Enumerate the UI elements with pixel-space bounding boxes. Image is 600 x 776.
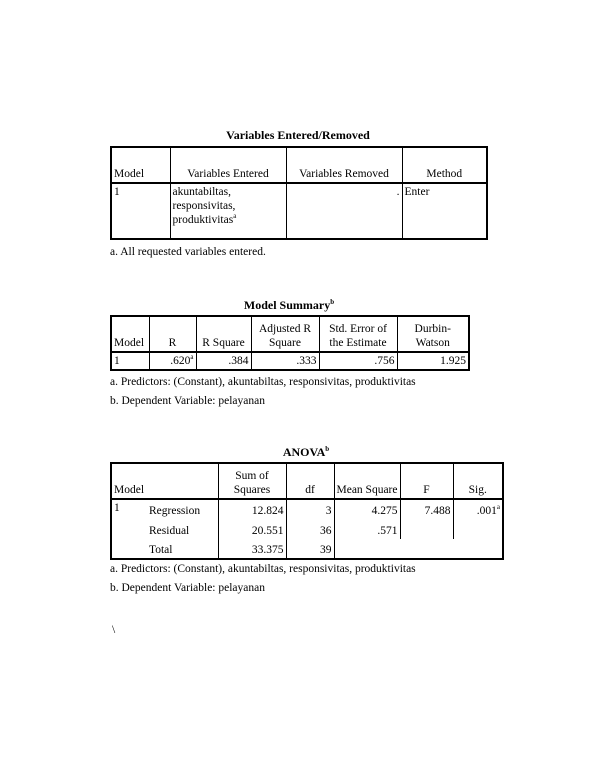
table-header-row xyxy=(111,463,503,499)
cell-r xyxy=(149,352,196,370)
header-r-square: R Square xyxy=(196,316,251,352)
cell-model: 1 xyxy=(111,352,149,370)
model-summary-table xyxy=(110,315,470,371)
table-header-row xyxy=(111,316,469,352)
cell-durbin-watson: 1.925 xyxy=(397,352,469,370)
cell-sum-of-squares: 12.824 xyxy=(218,499,286,519)
header-std-error-line-1: Std. Error of xyxy=(329,323,387,335)
header-method: Method xyxy=(402,147,487,183)
table3-footnote-a: a. Predictors: (Constant), akuntabiltas, responsivitas, produktivitas xyxy=(110,563,416,575)
table-row xyxy=(111,539,503,559)
header-model: Model xyxy=(111,316,149,352)
variables-entered-title: Variables Entered/Removed xyxy=(226,128,370,142)
entered-line-3-text: produktivitas xyxy=(172,214,234,226)
header-durbin-watson xyxy=(397,316,469,352)
cell-model-number: 1 xyxy=(111,499,147,559)
table-header-row xyxy=(111,147,487,183)
entered-line-3 xyxy=(173,213,284,227)
header-variables-entered: Variables Entered xyxy=(170,147,286,183)
header-adjusted-r-square xyxy=(251,316,319,352)
cell-adjusted-r-square: .333 xyxy=(251,352,319,370)
cell-r-value: .620 xyxy=(170,355,191,367)
anova-title-text: ANOVA xyxy=(282,445,326,459)
cell-variables-removed: . xyxy=(286,183,402,239)
table3-footnote-b: b. Dependent Variable: pelayanan xyxy=(110,582,265,594)
header-sig: Sig. xyxy=(453,463,503,499)
header-ss-line-2: Squares xyxy=(233,484,271,496)
stray-backslash: \ xyxy=(112,624,116,636)
footnote-marker: a xyxy=(233,212,237,221)
footnote-marker: a xyxy=(496,503,500,512)
header-f: F xyxy=(400,463,453,499)
cell-method: Enter xyxy=(402,183,487,239)
cell-row-label: Regression xyxy=(147,499,218,519)
table2-footnote-a: a. Predictors: (Constant), akuntabiltas, responsivitas, produktivitas xyxy=(110,376,416,388)
cell-f: 7.488 xyxy=(400,499,453,519)
entered-line-2: responsivitas, xyxy=(172,200,236,212)
header-variables-removed: Variables Removed xyxy=(286,147,402,183)
header-model: Model xyxy=(111,147,170,183)
cell-mean-square: .571 xyxy=(334,519,400,539)
cell-df: 3 xyxy=(286,499,334,519)
cell-mean-square: 4.275 xyxy=(334,499,400,519)
header-mean-square: Mean Square xyxy=(334,463,400,499)
header-df: df xyxy=(286,463,334,499)
cell-sig-empty xyxy=(453,519,503,539)
cell-f-empty xyxy=(400,519,453,539)
model-summary-title xyxy=(110,298,468,313)
variables-entered-table xyxy=(110,146,488,240)
header-model: Model xyxy=(111,463,218,499)
cell-variables-entered xyxy=(170,183,286,239)
table-row xyxy=(111,519,503,539)
header-adjusted-line-1: Adjusted R xyxy=(258,323,312,335)
cell-row-label: Residual xyxy=(147,519,218,539)
anova-table xyxy=(110,462,504,560)
table1-footnote: a. All requested variables entered. xyxy=(110,246,266,258)
title-footnote-marker: b xyxy=(330,298,335,306)
header-adjusted-line-2: Square xyxy=(269,337,301,349)
header-r: R xyxy=(149,316,196,352)
cell-model: 1 xyxy=(111,183,170,239)
cell-mean-square-empty xyxy=(334,539,400,559)
cell-df: 36 xyxy=(286,519,334,539)
model-summary-title-text: Model Summary xyxy=(243,298,331,312)
cell-r-square: .384 xyxy=(196,352,251,370)
header-std-error xyxy=(319,316,397,352)
header-std-error-line-2: the Estimate xyxy=(329,337,387,349)
table-row xyxy=(111,352,469,370)
cell-std-error: .756 xyxy=(319,352,397,370)
anova-title xyxy=(110,445,502,460)
header-durbin-line-2: Watson xyxy=(415,337,450,349)
footnote-marker: a xyxy=(190,353,194,362)
cell-f-empty xyxy=(400,539,453,559)
cell-sum-of-squares: 20.551 xyxy=(218,519,286,539)
cell-df: 39 xyxy=(286,539,334,559)
header-sum-of-squares xyxy=(218,463,286,499)
entered-line-1: akuntabiltas, xyxy=(172,186,231,198)
cell-sum-of-squares: 33.375 xyxy=(218,539,286,559)
header-ss-line-1: Sum of xyxy=(235,470,269,482)
cell-sig xyxy=(453,499,503,519)
cell-sig-empty xyxy=(453,539,503,559)
table-row xyxy=(111,499,503,519)
table-row xyxy=(111,183,487,239)
cell-row-label: Total xyxy=(147,539,218,559)
title-footnote-marker: b xyxy=(325,445,330,453)
table2-footnote-b: b. Dependent Variable: pelayanan xyxy=(110,395,265,407)
header-durbin-line-1: Durbin- xyxy=(414,323,451,335)
cell-sig-value: .001 xyxy=(476,505,497,517)
